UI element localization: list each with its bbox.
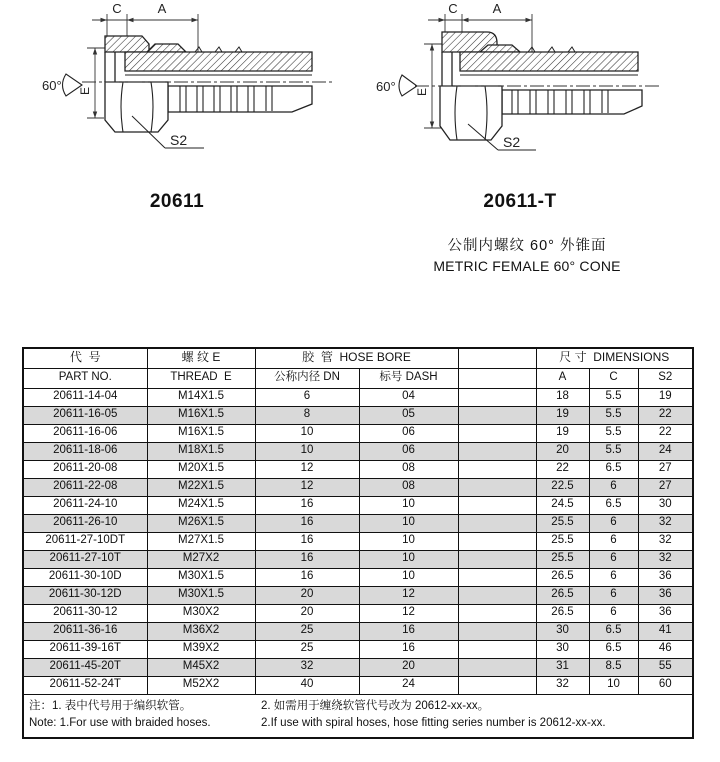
cell-a: 30 (536, 622, 589, 640)
cell-s2: 36 (638, 604, 693, 622)
cell-part: 20611-39-16T (23, 640, 147, 658)
cell-a: 25.5 (536, 550, 589, 568)
cell-blank (458, 406, 536, 424)
drawing-20611-T (360, 0, 670, 172)
cell-a: 26.5 (536, 586, 589, 604)
cell-thread: M36X2 (147, 622, 255, 640)
cell-thread: M22X1.5 (147, 478, 255, 496)
fitting-outline (105, 82, 312, 132)
cell-s2: 22 (638, 424, 693, 442)
hex-nut (105, 82, 168, 132)
table-row (23, 532, 693, 550)
cell-s2: 32 (638, 514, 693, 532)
cell-part: 20611-45-20T (23, 658, 147, 676)
cell-thread: M39X2 (147, 640, 255, 658)
cell-c: 6.5 (589, 496, 638, 514)
cell-blank (458, 658, 536, 676)
cell-dn: 16 (255, 514, 359, 532)
cell-blank (458, 550, 536, 568)
cell-part: 20611-30-12 (23, 604, 147, 622)
cell-dash: 10 (359, 568, 458, 586)
cell-a: 20 (536, 442, 589, 460)
header-hose-bore-group: 胶 管 HOSE BORE (255, 348, 458, 368)
cell-c: 6.5 (589, 460, 638, 478)
fitting-section (105, 36, 312, 82)
subtitle-english: METRIC FEMALE 60° CONE (433, 258, 621, 274)
cell-blank (458, 676, 536, 694)
figure-title-20611-T: 20611-T (483, 191, 557, 212)
cell-dash: 10 (359, 496, 458, 514)
cell-dn: 10 (255, 442, 359, 460)
cell-dn: 16 (255, 496, 359, 514)
cell-part: 20611-14-04 (23, 388, 147, 406)
cell-blank (458, 442, 536, 460)
cell-part: 20611-18-06 (23, 442, 147, 460)
header-thread-cn: 螺 纹 E (147, 348, 255, 368)
cell-s2: 19 (638, 388, 693, 406)
table-footer (23, 694, 693, 738)
cell-a: 25.5 (536, 514, 589, 532)
cell-a: 19 (536, 424, 589, 442)
cell-s2: 27 (638, 460, 693, 478)
cell-c: 8.5 (589, 658, 638, 676)
table-row (23, 568, 693, 586)
header-blank (458, 348, 536, 368)
cell-blank (458, 424, 536, 442)
cell-a: 30 (536, 640, 589, 658)
cell-part: 20611-30-10D (23, 568, 147, 586)
cell-thread: M16X1.5 (147, 406, 255, 424)
table-row (23, 658, 693, 676)
cell-dash: 05 (359, 406, 458, 424)
angle-label: 60° (42, 78, 62, 93)
table-row (23, 640, 693, 658)
cell-dn: 16 (255, 532, 359, 550)
table-row (23, 604, 693, 622)
cell-s2: 32 (638, 532, 693, 550)
cell-s2: 24 (638, 442, 693, 460)
cell-s2: 27 (638, 478, 693, 496)
cell-dn: 25 (255, 640, 359, 658)
cell-dn: 8 (255, 406, 359, 424)
cell-dn: 16 (255, 568, 359, 586)
cell-dn: 16 (255, 550, 359, 568)
cell-thread: M16X1.5 (147, 424, 255, 442)
cell-dash: 10 (359, 514, 458, 532)
cell-dash: 24 (359, 676, 458, 694)
cell-dash: 20 (359, 658, 458, 676)
cell-part: 20611-16-06 (23, 424, 147, 442)
table-body (23, 388, 693, 694)
figure-title-20611: 20611 (149, 191, 205, 212)
cell-blank (458, 604, 536, 622)
cell-blank (458, 532, 536, 550)
angle-label: 60° (376, 79, 396, 94)
cell-c: 6 (589, 586, 638, 604)
subtitle-chinese: 公制内螺纹 60° 外锥面 (447, 238, 607, 254)
cell-dash: 04 (359, 388, 458, 406)
cell-thread: M30X1.5 (147, 568, 255, 586)
cell-a: 22 (536, 460, 589, 478)
cell-c: 5.5 (589, 424, 638, 442)
cell-dash: 12 (359, 586, 458, 604)
cell-s2: 55 (638, 658, 693, 676)
cell-a: 22.5 (536, 478, 589, 496)
cell-c: 6 (589, 550, 638, 568)
table-row (23, 478, 693, 496)
fitting-outline (440, 86, 642, 140)
cell-s2: 22 (638, 406, 693, 424)
cell-dash: 08 (359, 478, 458, 496)
cell-c: 6 (589, 532, 638, 550)
cell-dn: 25 (255, 622, 359, 640)
cell-c: 6 (589, 568, 638, 586)
cell-a: 32 (536, 676, 589, 694)
cell-part: 20611-22-08 (23, 478, 147, 496)
cell-blank (458, 622, 536, 640)
cell-blank (458, 460, 536, 478)
cell-c: 5.5 (589, 442, 638, 460)
dim-e-label: E (415, 87, 429, 97)
cell-thread: M14X1.5 (147, 388, 255, 406)
cell-dn: 32 (255, 658, 359, 676)
cell-c: 10 (589, 676, 638, 694)
header-blank (458, 368, 536, 388)
cell-blank (458, 478, 536, 496)
cell-part: 20611-30-12D (23, 586, 147, 604)
header-thread-en: THREAD E (147, 368, 255, 388)
cell-a: 26.5 (536, 604, 589, 622)
dim-c-label: C (448, 1, 458, 16)
s2-label: S2 (503, 134, 521, 150)
cell-dash: 10 (359, 532, 458, 550)
hex-nut (440, 86, 502, 140)
cell-dash: 16 (359, 640, 458, 658)
header-dash: 标号 DASH (359, 368, 458, 388)
note-en-2: 2.If use with spiral hoses, hose fitting series number is 20612-xx-xx. (261, 717, 606, 730)
cell-s2: 41 (638, 622, 693, 640)
note-line-cn (29, 698, 687, 716)
cell-dn: 12 (255, 460, 359, 478)
header-a: A (536, 368, 589, 388)
spec-table (22, 347, 694, 739)
cell-c: 6 (589, 478, 638, 496)
cell-thread: M45X2 (147, 658, 255, 676)
dim-e-label: E (78, 86, 92, 96)
product-subtitle (377, 234, 677, 274)
table-header (23, 348, 693, 388)
header-s2: S2 (638, 368, 693, 388)
cell-dn: 12 (255, 478, 359, 496)
cell-dn: 40 (255, 676, 359, 694)
cell-dn: 20 (255, 586, 359, 604)
table-row (23, 406, 693, 424)
table-row (23, 460, 693, 478)
cell-thread: M18X1.5 (147, 442, 255, 460)
dim-a-label: A (492, 1, 502, 16)
table-row (23, 550, 693, 568)
cell-blank (458, 568, 536, 586)
cell-thread: M30X1.5 (147, 586, 255, 604)
cell-part: 20611-26-10 (23, 514, 147, 532)
cell-thread: M24X1.5 (147, 496, 255, 514)
table-row (23, 514, 693, 532)
table-row (23, 388, 693, 406)
cell-thread: M27X1.5 (147, 532, 255, 550)
cell-blank (458, 496, 536, 514)
cell-c: 5.5 (589, 388, 638, 406)
cell-part: 20611-52-24T (23, 676, 147, 694)
cell-s2: 32 (638, 550, 693, 568)
cell-s2: 46 (638, 640, 693, 658)
header-c: C (589, 368, 638, 388)
cell-c: 6.5 (589, 640, 638, 658)
cell-thread: M26X1.5 (147, 514, 255, 532)
header-dimensions-group: 尺 寸 DIMENSIONS (536, 348, 693, 368)
cell-thread: M20X1.5 (147, 460, 255, 478)
cell-c: 6 (589, 514, 638, 532)
cell-dn: 6 (255, 388, 359, 406)
notes-cell (23, 694, 693, 738)
cell-part: 20611-24-10 (23, 496, 147, 514)
cell-s2: 30 (638, 496, 693, 514)
cell-dash: 06 (359, 424, 458, 442)
table-row (23, 622, 693, 640)
cell-c: 5.5 (589, 406, 638, 424)
cell-s2: 36 (638, 586, 693, 604)
header-part-no-en: PART NO. (23, 368, 147, 388)
cell-dn: 10 (255, 424, 359, 442)
cell-dash: 16 (359, 622, 458, 640)
dim-a-label: A (157, 1, 167, 16)
cell-part: 20611-27-10DT (23, 532, 147, 550)
header-dn: 公称内径 DN (255, 368, 359, 388)
cell-part: 20611-20-08 (23, 460, 147, 478)
cell-dash: 06 (359, 442, 458, 460)
cell-c: 6 (589, 604, 638, 622)
fitting-section (442, 32, 638, 86)
table-row (23, 424, 693, 442)
cell-part: 20611-36-16 (23, 622, 147, 640)
cell-blank (458, 514, 536, 532)
note-cn-2: 2. 如需用于缠绕软管代号改为 20612-xx-xx。 (261, 699, 490, 712)
cell-dash: 10 (359, 550, 458, 568)
cell-dn: 20 (255, 604, 359, 622)
drawing-20611 (30, 0, 340, 172)
table-row (23, 442, 693, 460)
cell-thread: M27X2 (147, 550, 255, 568)
note-line-en (29, 715, 687, 733)
cell-a: 26.5 (536, 568, 589, 586)
cell-blank (458, 586, 536, 604)
cell-a: 24.5 (536, 496, 589, 514)
cell-part: 20611-16-05 (23, 406, 147, 424)
table-row (23, 586, 693, 604)
cell-thread: M30X2 (147, 604, 255, 622)
note-cn-1: 注：1. 表中代号用于编织软管。 (29, 699, 192, 712)
cell-s2: 36 (638, 568, 693, 586)
cell-a: 31 (536, 658, 589, 676)
cell-s2: 60 (638, 676, 693, 694)
table-row (23, 496, 693, 514)
cell-thread: M52X2 (147, 676, 255, 694)
s2-label: S2 (170, 132, 188, 148)
cell-a: 18 (536, 388, 589, 406)
table-row (23, 676, 693, 694)
cell-blank (458, 640, 536, 658)
cell-dash: 08 (359, 460, 458, 478)
cell-a: 25.5 (536, 532, 589, 550)
note-en-1: Note: 1.For use with braided hoses. (29, 717, 211, 730)
cell-dash: 12 (359, 604, 458, 622)
cell-blank (458, 388, 536, 406)
header-part-no-cn: 代 号 (23, 348, 147, 368)
cell-a: 19 (536, 406, 589, 424)
cell-c: 6.5 (589, 622, 638, 640)
cell-part: 20611-27-10T (23, 550, 147, 568)
dim-c-label: C (112, 1, 122, 16)
